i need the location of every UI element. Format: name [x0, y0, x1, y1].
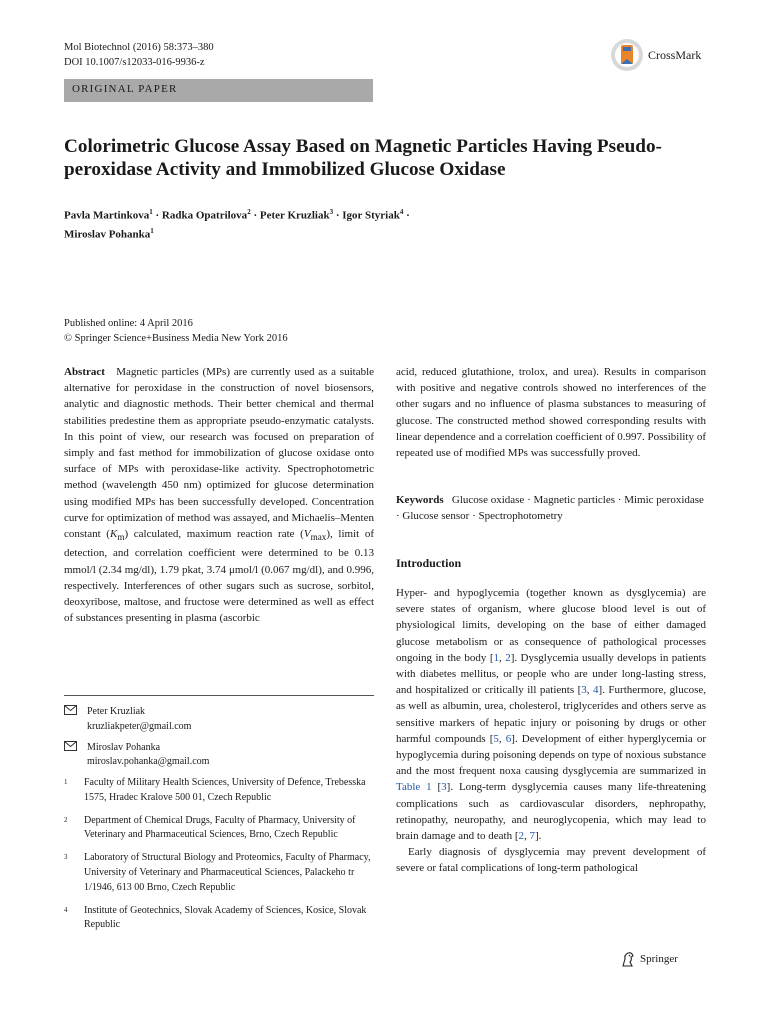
keywords-label: Keywords — [396, 494, 444, 506]
keywords — [396, 492, 706, 524]
paragraph-text: ]. Long-term dysglycemia causes many life-threatening complications such as cardiovascular disorders, nephropathy, retinopathy, neuropathy, and neuroglycopenia, which may lead to brain damage and to death [ — [396, 781, 706, 843]
corresponding-authors — [64, 705, 374, 776]
contact-name: Peter Kruzliak — [87, 706, 146, 717]
author-list: Pavla Martinkova$^1$ · Radka Opatrilova$^2$ · Peter Kruzliak$^3$ · Igor Styriak$^4$ · Miroslav Pohanka$^1$ — [64, 208, 410, 241]
author-name[interactable]: Radka Opatrilova — [161, 209, 248, 222]
contact-email[interactable]: kruzliakpeter@gmail.com — [87, 720, 192, 732]
abstract-continued: acid, reduced glutathione, trolox, and urea). Results in comparison with positive and negative controls showed no interferences of the other sugars and no influence of plasma substances to measuring of glucose. The constructed method showed corresponding results with linear dependence and a correlation coefficient of 0.997. Possibility of repeated use of modified MPs was successfully proved. — [396, 366, 706, 460]
citation-link[interactable]: 4 — [593, 684, 599, 697]
abstract-text: Magnetic particles (MPs) are currently used as a suitable alternative for peroxidase in the construction of novel biosensors, analytic and diagnostic methods. Their better chemical and thermal stabilities predestine them as appropriate pseudo-enzymatic catalysts. In this point of view, our research was focused on preparation of simply and fast method for immobilization of glucose oxidase onto surface of MPs with peroxidase-like activity. Spectrophotometric method (wavelength 450 nm) optimized for glucose determination using modified MPs has been successfully developed. Concentration curve for optimization of method was assayed, and Michaelis–Menten constant ( — [64, 366, 375, 541]
crossmark-badge[interactable] — [610, 38, 701, 72]
contact-entry — [64, 741, 374, 771]
footnote-divider — [64, 695, 374, 696]
copyright: © Springer Science+Business Media New York 2016 — [64, 333, 288, 344]
citation-link[interactable]: 5 — [493, 732, 499, 745]
affiliation-number: 4 — [64, 905, 68, 914]
affiliation-text: Faculty of Military Health Sciences, University of Defence, Trebesska 1575, Hradec Kralove 500 01, Czech Republic — [84, 777, 366, 803]
citation-link[interactable]: 3 — [441, 781, 447, 794]
author-name[interactable]: Peter Kruzliak — [259, 209, 330, 222]
contact-name: Miroslav Pohanka — [87, 741, 161, 753]
abstract-text: ), limit of detection, and correlation coefficient were determined to be 0.13 mmol/l (2.34 mg/dl), 1.79 pkat, 3.74 μmol/l (0.067 mg/dl), and 0.996, respectively. Interferences of other sugars such as sucrose, sorbitol, deoxyribose, maltose, and fructose were determined as well as effect of substances presenting in plasma (ascorbic — [64, 528, 374, 625]
publisher-name: Springer — [640, 953, 678, 965]
affiliation-entry — [64, 851, 374, 895]
citation-link[interactable]: 7 — [529, 830, 535, 843]
citation-link[interactable]: 6 — [505, 732, 512, 745]
author-affiliation-mark: 4 — [399, 208, 404, 216]
km-subscript: m — [117, 532, 125, 543]
section-heading: Introduction — [396, 556, 462, 570]
vmax-subscript: max — [310, 532, 327, 543]
citation-link[interactable]: 3 — [581, 684, 587, 697]
affiliation-entry — [64, 814, 374, 844]
abstract-text: ) calculated, maximum reaction rate ( — [124, 528, 304, 541]
abstract — [64, 364, 374, 626]
affiliations — [64, 776, 374, 941]
paragraph: Early diagnosis of dysglycemia may prevent development of severe or fatal complications of long-term pathological — [396, 846, 706, 875]
citation-link[interactable]: 1 — [493, 651, 499, 664]
author-affiliation-mark: 3 — [329, 208, 334, 216]
author-affiliation-mark: 1 — [150, 226, 154, 235]
author-name[interactable]: Miroslav Pohanka — [64, 228, 151, 241]
paper-type-banner: ORIGINAL PAPER — [64, 79, 373, 102]
citation-link[interactable]: 2 — [518, 830, 524, 843]
doi[interactable]: DOI 10.1007/s12033-016-9936-z — [64, 57, 205, 68]
publisher-logo — [620, 951, 678, 967]
publication-info — [64, 316, 288, 346]
abstract-label: Abstract — [64, 366, 105, 378]
envelope-icon — [64, 705, 77, 715]
contact-email[interactable]: miroslav.pohanka@gmail.com — [87, 756, 210, 768]
author-affiliation-mark: 2 — [247, 208, 251, 216]
crossmark-label: CrossMark — [648, 47, 702, 62]
author-name[interactable]: Pavla Martinkova — [64, 209, 150, 222]
affiliation-text: Laboratory of Structural Biology and Proteomics, Faculty of Pharmacy, University of Veterinary and Pharmaceutical Sciences, Palackeho tr 1/1946, 613 00 Brno, Czech Republic — [84, 852, 371, 893]
affiliation-text: Department of Chemical Drugs, Faculty of Pharmacy, University of Veterinary and Pharmaceutical Sciences, Brno, Czech Republic — [84, 814, 356, 841]
journal-meta — [64, 40, 214, 70]
paragraph-text: [ — [431, 781, 442, 794]
springer-knight-icon — [620, 951, 636, 967]
published-date: Published online: 4 April 2016 — [64, 318, 193, 329]
introduction-body — [396, 585, 706, 877]
citation-link[interactable]: 2 — [505, 651, 511, 664]
affiliation-number: 1 — [64, 778, 68, 786]
km-symbol: K — [109, 528, 118, 541]
paragraph-text: ]. Furthermore, glucose, as well as albumin, urea, cholesterol, triglycerides and others serve as sensitive markers of hepatic injury or poisoning by drugs or other harmful compounds [ — [396, 684, 707, 745]
author-name[interactable]: Igor Styriak — [342, 209, 400, 222]
affiliation-entry — [64, 904, 374, 934]
paragraph-text: ]. Dysglycemia usually develops in patients with diabetes mellitus, or people who are under long-lasting stress, and hospitalized or critically ill patients [ — [396, 651, 706, 697]
table-link[interactable]: Table 1 — [396, 781, 432, 794]
author-affiliation-mark: 1 — [149, 208, 153, 216]
affiliation-number: 3 — [64, 853, 68, 862]
paragraph-text: ]. — [534, 830, 542, 843]
paragraph-text: ]. Development of either hyperglycemia or hypoglycemia during poisoning depends on type of noxious substance and the most frequent noxa causing dysglycemia are summarized in — [396, 732, 707, 778]
envelope-icon — [64, 741, 77, 751]
contact-entry — [64, 705, 374, 735]
affiliation-entry — [64, 776, 374, 806]
crossmark-icon — [610, 38, 644, 72]
keywords-text: Glucose oxidase · Magnetic particles · Mimic peroxidase · Glucose sensor · Spectrophotometry — [396, 494, 704, 523]
paragraph-text: Hyper- and hypoglycemia (together known as dysglycemia) are severe states of organism, where glucose blood level is out of physiological limits, developing on the base of either damaged glucose metabolism or as consequence of pathological processes ongoing in the body [ — [396, 587, 706, 664]
affiliation-number: 2 — [64, 815, 68, 824]
article-title: Colorimetric Glucose Assay Based on Magnetic Particles Having Pseudo-peroxidase Activity and Immobilized Glucose Oxidase — [64, 136, 662, 180]
paragraph: Hyper- and hypoglycemia (together known as dysglycemia) are severe states of organism, where glucose blood level is out of physiological limits, developing on the base of either damaged glucose metabolism or as consequence of pathological processes ongoing in the body [1, 2]. Dysglycemia usually develops in patients with diabetes mellitus, or people who are under long-lasting stress, and hospitalized or critically ill patients [3, 4]. Furthermore, glucose, as well as albumin, urea, cholesterol, triglycerides and others serve as sensitive markers of hepatic injury or poisoning by drugs or other harmful compounds [5, 6]. Development of either hyperglycemia or hypoglycemia during poisoning depends on type of noxious substance and the most frequent noxa causing dysglycemia are summarized in Table 1 [3]. Long-term dysglycemia causes many life-threatening complications such as cardiovascular disorders, nephropathy, retinopathy, neuropathy, and neuroglycopenia, which may lead to brain damage and to death [2, 7]. — [396, 587, 707, 843]
affiliation-text: Institute of Geotechnics, Slovak Academy of Sciences, Kosice, Slovak Republic — [84, 904, 367, 931]
journal-citation: Mol Biotechnol (2016) 58:373–380 — [64, 42, 214, 53]
vmax-symbol: V — [303, 528, 311, 541]
